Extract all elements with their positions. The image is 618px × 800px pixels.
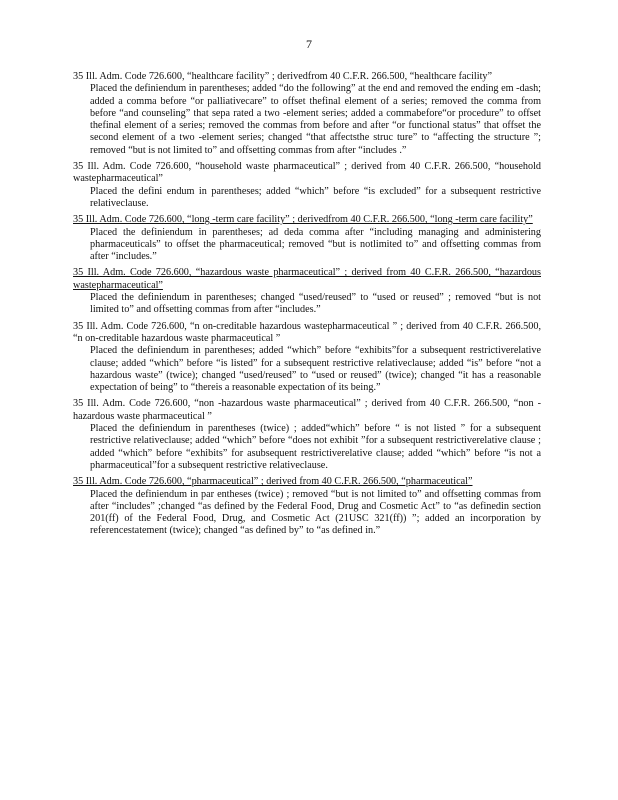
entry-body: Placed the definiendum in parentheses; added “do the following” at the end and removed the ending em -dash; added a comma before “or palliativecare” to offset thefinal element of a series; removed the comma from before “and counseling” that sepa rated a two -element series; added a commabefore“or procedure” to offset thefinal element of a series; removed the commas from before and after “or functional status” that offset the second element of a two -element series; changed “that affectsthe struc ture” to “affecting the structure ”; removed “but is not limited to” and offsetting commas from after “includes .” xyxy=(90,83,541,156)
definition-entry xyxy=(73,161,541,210)
entry-body: Placed the definiendum in parentheses; changed “used/reused” to “used or reused” ; removed “but is not limited to” and offsetting commas from after “includes.” xyxy=(90,292,541,316)
definition-entry xyxy=(73,267,541,316)
entry-body: Placed the definiendum in parentheses; ad deda comma after “including managing and administering pharmaceuticals” to offset the pharmaceutical; removed “but is notlimited to” and offsetting commas from after “includes.” xyxy=(90,226,541,263)
definition-entry xyxy=(73,321,541,395)
entry-body: Placed the definiendum in parentheses; added “which” before “exhibits”for a subsequent restrictiverelative clause; added “which” before “is listed” for a subsequent restrictive relativeclause; added “is” before “not a hazardous waste” (twice); changed “used/reused” to “used or reused” (twice); changed “it has a reasonable expectation of being” to “thereis a reasonable expectation of its being.” xyxy=(90,345,541,394)
entry-body: Placed the definiendum in parentheses (twice) ; added“which” before “ is not listed ” for a subsequent restrictive relativeclause; added “which” before “does not exhibit ”for a subsequent restrictiverelative clause ; added “which” before “exhibits” for asubsequent restrictiverelative clause; added “which” before “is not a pharmaceutical”for a subsequent restrictive relativeclause. xyxy=(90,423,541,471)
definition-entry xyxy=(73,71,541,157)
page-number: 7 xyxy=(306,37,312,51)
entry-heading: 35 Ill. Adm. Code 726.600, “non -hazardous waste pharmaceutical” ; derived from 40 C.F.R. 266.500, “non -hazardous waste pharmaceutical ” xyxy=(73,398,541,422)
entry-heading: 35 Ill. Adm. Code 726.600, “household waste pharmaceutical” ; derived from 40 C.F.R. 266.500, “household wastepharmaceutical” xyxy=(73,161,541,185)
entry-heading: 35 Ill. Adm. Code 726.600, “hazardous waste pharmaceutical” ; derived from 40 C.F.R. 266.500, “hazardous wastepharmaceutical” xyxy=(73,267,541,291)
entry-heading: 35 Ill. Adm. Code 726.600, “pharmaceutical” ; derived from 40 C.F.R. 266.500, “pharmaceutical” xyxy=(73,476,473,488)
entry-heading: 35 Ill. Adm. Code 726.600, “long -term care facility” ; derivedfrom 40 C.F.R. 266.500, “long -term care facility” xyxy=(73,214,533,226)
definition-entry xyxy=(73,214,541,263)
definition-entry xyxy=(73,398,541,472)
definition-entry xyxy=(73,476,541,537)
document-body xyxy=(73,71,541,542)
entry-body: Placed the definiendum in par entheses (twice) ; removed “but is not limited to” and offsetting commas from after “includes” ;changed “as defined by the Federal Food, Drug and Cosmetic Act” to “as definedin section 201(ff) of the Federal Food, Drug, and Cosmetic Act (21USC 321(ff)) ”; added an incorporation by referencestatement (twice); changed “as defined by” to “as defined in.” xyxy=(90,488,541,537)
entry-heading: 35 Ill. Adm. Code 726.600, “healthcare facility” ; derivedfrom 40 C.F.R. 266.500, “healthcare facility” xyxy=(73,71,493,82)
entry-heading: 35 Ill. Adm. Code 726.600, “n on-creditable hazardous wastepharmaceutical ” ; derived from 40 C.F.R. 266.500, “n on-creditable hazardous waste pharmaceutical ” xyxy=(73,320,541,344)
entry-body: Placed the defini endum in parentheses; added “which” before “is excluded” for a subsequent restrictive relativeclause. xyxy=(90,185,541,209)
